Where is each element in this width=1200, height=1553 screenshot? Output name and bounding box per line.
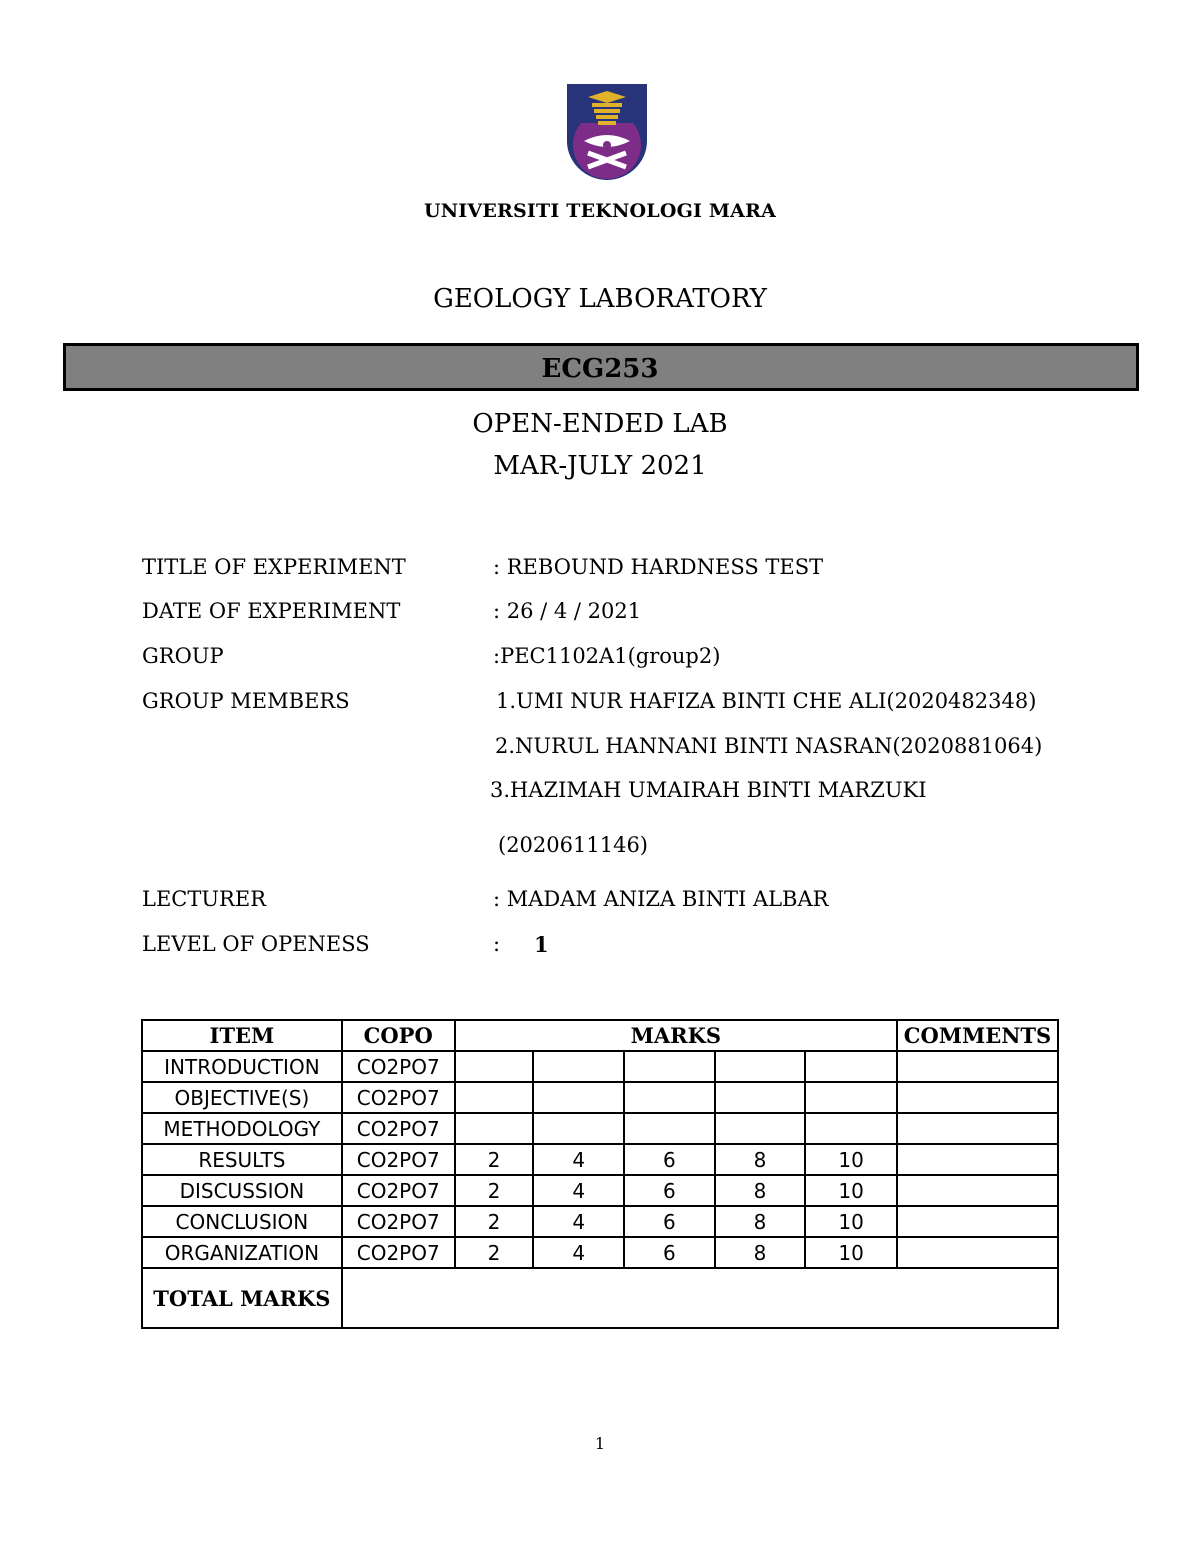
openess-colon: : bbox=[493, 932, 501, 956]
table-row bbox=[142, 1144, 1058, 1175]
university-name: UNIVERSITI TEKNOLOGI MARA bbox=[423, 200, 777, 222]
header-marks: MARKS bbox=[455, 1020, 897, 1051]
page-number: 1 bbox=[594, 1434, 606, 1453]
row-mark-cell: 4 bbox=[533, 1175, 624, 1206]
table-row bbox=[142, 1175, 1058, 1206]
row-mark-cell: 10 bbox=[805, 1144, 897, 1175]
row-mark-cell: 10 bbox=[805, 1237, 897, 1268]
group-value: :PEC1102A1(group2) bbox=[493, 644, 721, 668]
table-row bbox=[142, 1051, 1058, 1082]
semester: MAR-JULY 2021 bbox=[493, 451, 707, 481]
row-comments bbox=[897, 1175, 1058, 1206]
table-row bbox=[142, 1082, 1058, 1113]
row-mark-cell: 4 bbox=[533, 1206, 624, 1237]
row-item: OBJECTIVE(S) bbox=[142, 1082, 342, 1113]
row-mark-cell: 8 bbox=[715, 1206, 806, 1237]
title-value: : REBOUND HARDNESS TEST bbox=[493, 555, 824, 579]
row-mark-cell bbox=[624, 1082, 715, 1113]
marks-table bbox=[141, 1019, 1059, 1329]
row-mark-cell bbox=[715, 1082, 806, 1113]
openess-value: 1 bbox=[534, 932, 549, 957]
row-mark-cell bbox=[455, 1113, 534, 1144]
row-item: ORGANIZATION bbox=[142, 1237, 342, 1268]
row-item: RESULTS bbox=[142, 1144, 342, 1175]
row-mark-cell bbox=[715, 1113, 806, 1144]
table-row bbox=[142, 1206, 1058, 1237]
header-copo: COPO bbox=[342, 1020, 455, 1051]
total-row bbox=[142, 1268, 1058, 1328]
header-comments: COMMENTS bbox=[897, 1020, 1058, 1051]
row-mark-cell bbox=[624, 1051, 715, 1082]
row-item: DISCUSSION bbox=[142, 1175, 342, 1206]
row-mark-cell: 8 bbox=[715, 1237, 806, 1268]
row-mark-cell: 2 bbox=[455, 1206, 534, 1237]
row-mark-cell bbox=[455, 1051, 534, 1082]
table-row bbox=[142, 1237, 1058, 1268]
row-mark-cell: 6 bbox=[624, 1175, 715, 1206]
member-2: 2.NURUL HANNANI BINTI NASRAN(2020881064) bbox=[495, 734, 1043, 758]
table-row bbox=[142, 1113, 1058, 1144]
title-label: TITLE OF EXPERIMENT bbox=[142, 555, 406, 579]
row-mark-cell: 6 bbox=[624, 1206, 715, 1237]
lecturer-value: : MADAM ANIZA BINTI ALBAR bbox=[493, 887, 829, 911]
row-mark-cell: 8 bbox=[715, 1144, 806, 1175]
row-item: CONCLUSION bbox=[142, 1206, 342, 1237]
row-copo: CO2PO7 bbox=[342, 1175, 455, 1206]
member-3: 3.HAZIMAH UMAIRAH BINTI MARZUKI bbox=[490, 778, 927, 802]
row-mark-cell bbox=[715, 1051, 806, 1082]
row-item: METHODOLOGY bbox=[142, 1113, 342, 1144]
row-mark-cell: 2 bbox=[455, 1237, 534, 1268]
row-comments bbox=[897, 1082, 1058, 1113]
row-comments bbox=[897, 1051, 1058, 1082]
row-mark-cell: 2 bbox=[455, 1144, 534, 1175]
row-mark-cell bbox=[805, 1082, 897, 1113]
row-comments bbox=[897, 1144, 1058, 1175]
table-header-row bbox=[142, 1020, 1058, 1051]
row-copo: CO2PO7 bbox=[342, 1144, 455, 1175]
row-mark-cell: 8 bbox=[715, 1175, 806, 1206]
member-3-id: (2020611146) bbox=[498, 833, 648, 857]
row-comments bbox=[897, 1237, 1058, 1268]
row-comments bbox=[897, 1113, 1058, 1144]
row-mark-cell: 2 bbox=[455, 1175, 534, 1206]
group-label: GROUP bbox=[142, 644, 224, 668]
lab-name: GEOLOGY LABORATORY bbox=[433, 284, 767, 314]
row-copo: CO2PO7 bbox=[342, 1237, 455, 1268]
total-marks-label: TOTAL MARKS bbox=[142, 1268, 342, 1328]
members-label: GROUP MEMBERS bbox=[142, 689, 350, 713]
lecturer-label: LECTURER bbox=[142, 887, 267, 911]
date-value: : 26 / 4 / 2021 bbox=[493, 599, 642, 623]
row-mark-cell bbox=[533, 1113, 624, 1144]
row-copo: CO2PO7 bbox=[342, 1051, 455, 1082]
row-mark-cell: 10 bbox=[805, 1206, 897, 1237]
row-mark-cell bbox=[805, 1113, 897, 1144]
row-mark-cell bbox=[455, 1082, 534, 1113]
member-1: 1.UMI NUR HAFIZA BINTI CHE ALI(2020482348) bbox=[496, 689, 1037, 713]
total-marks-value bbox=[342, 1268, 1058, 1328]
row-mark-cell: 4 bbox=[533, 1144, 624, 1175]
course-code: ECG253 bbox=[541, 354, 659, 384]
header-item: ITEM bbox=[142, 1020, 342, 1051]
lab-type: OPEN-ENDED LAB bbox=[472, 409, 728, 439]
row-mark-cell bbox=[624, 1113, 715, 1144]
row-mark-cell bbox=[533, 1051, 624, 1082]
row-mark-cell: 6 bbox=[624, 1237, 715, 1268]
date-label: DATE OF EXPERIMENT bbox=[142, 599, 401, 623]
row-copo: CO2PO7 bbox=[342, 1206, 455, 1237]
row-copo: CO2PO7 bbox=[342, 1113, 455, 1144]
university-crest-icon bbox=[566, 83, 648, 181]
openess-label: LEVEL OF OPENESS bbox=[142, 932, 370, 956]
row-comments bbox=[897, 1206, 1058, 1237]
row-mark-cell: 6 bbox=[624, 1144, 715, 1175]
row-mark-cell: 4 bbox=[533, 1237, 624, 1268]
row-item: INTRODUCTION bbox=[142, 1051, 342, 1082]
row-copo: CO2PO7 bbox=[342, 1082, 455, 1113]
row-mark-cell bbox=[533, 1082, 624, 1113]
row-mark-cell: 10 bbox=[805, 1175, 897, 1206]
row-mark-cell bbox=[805, 1051, 897, 1082]
